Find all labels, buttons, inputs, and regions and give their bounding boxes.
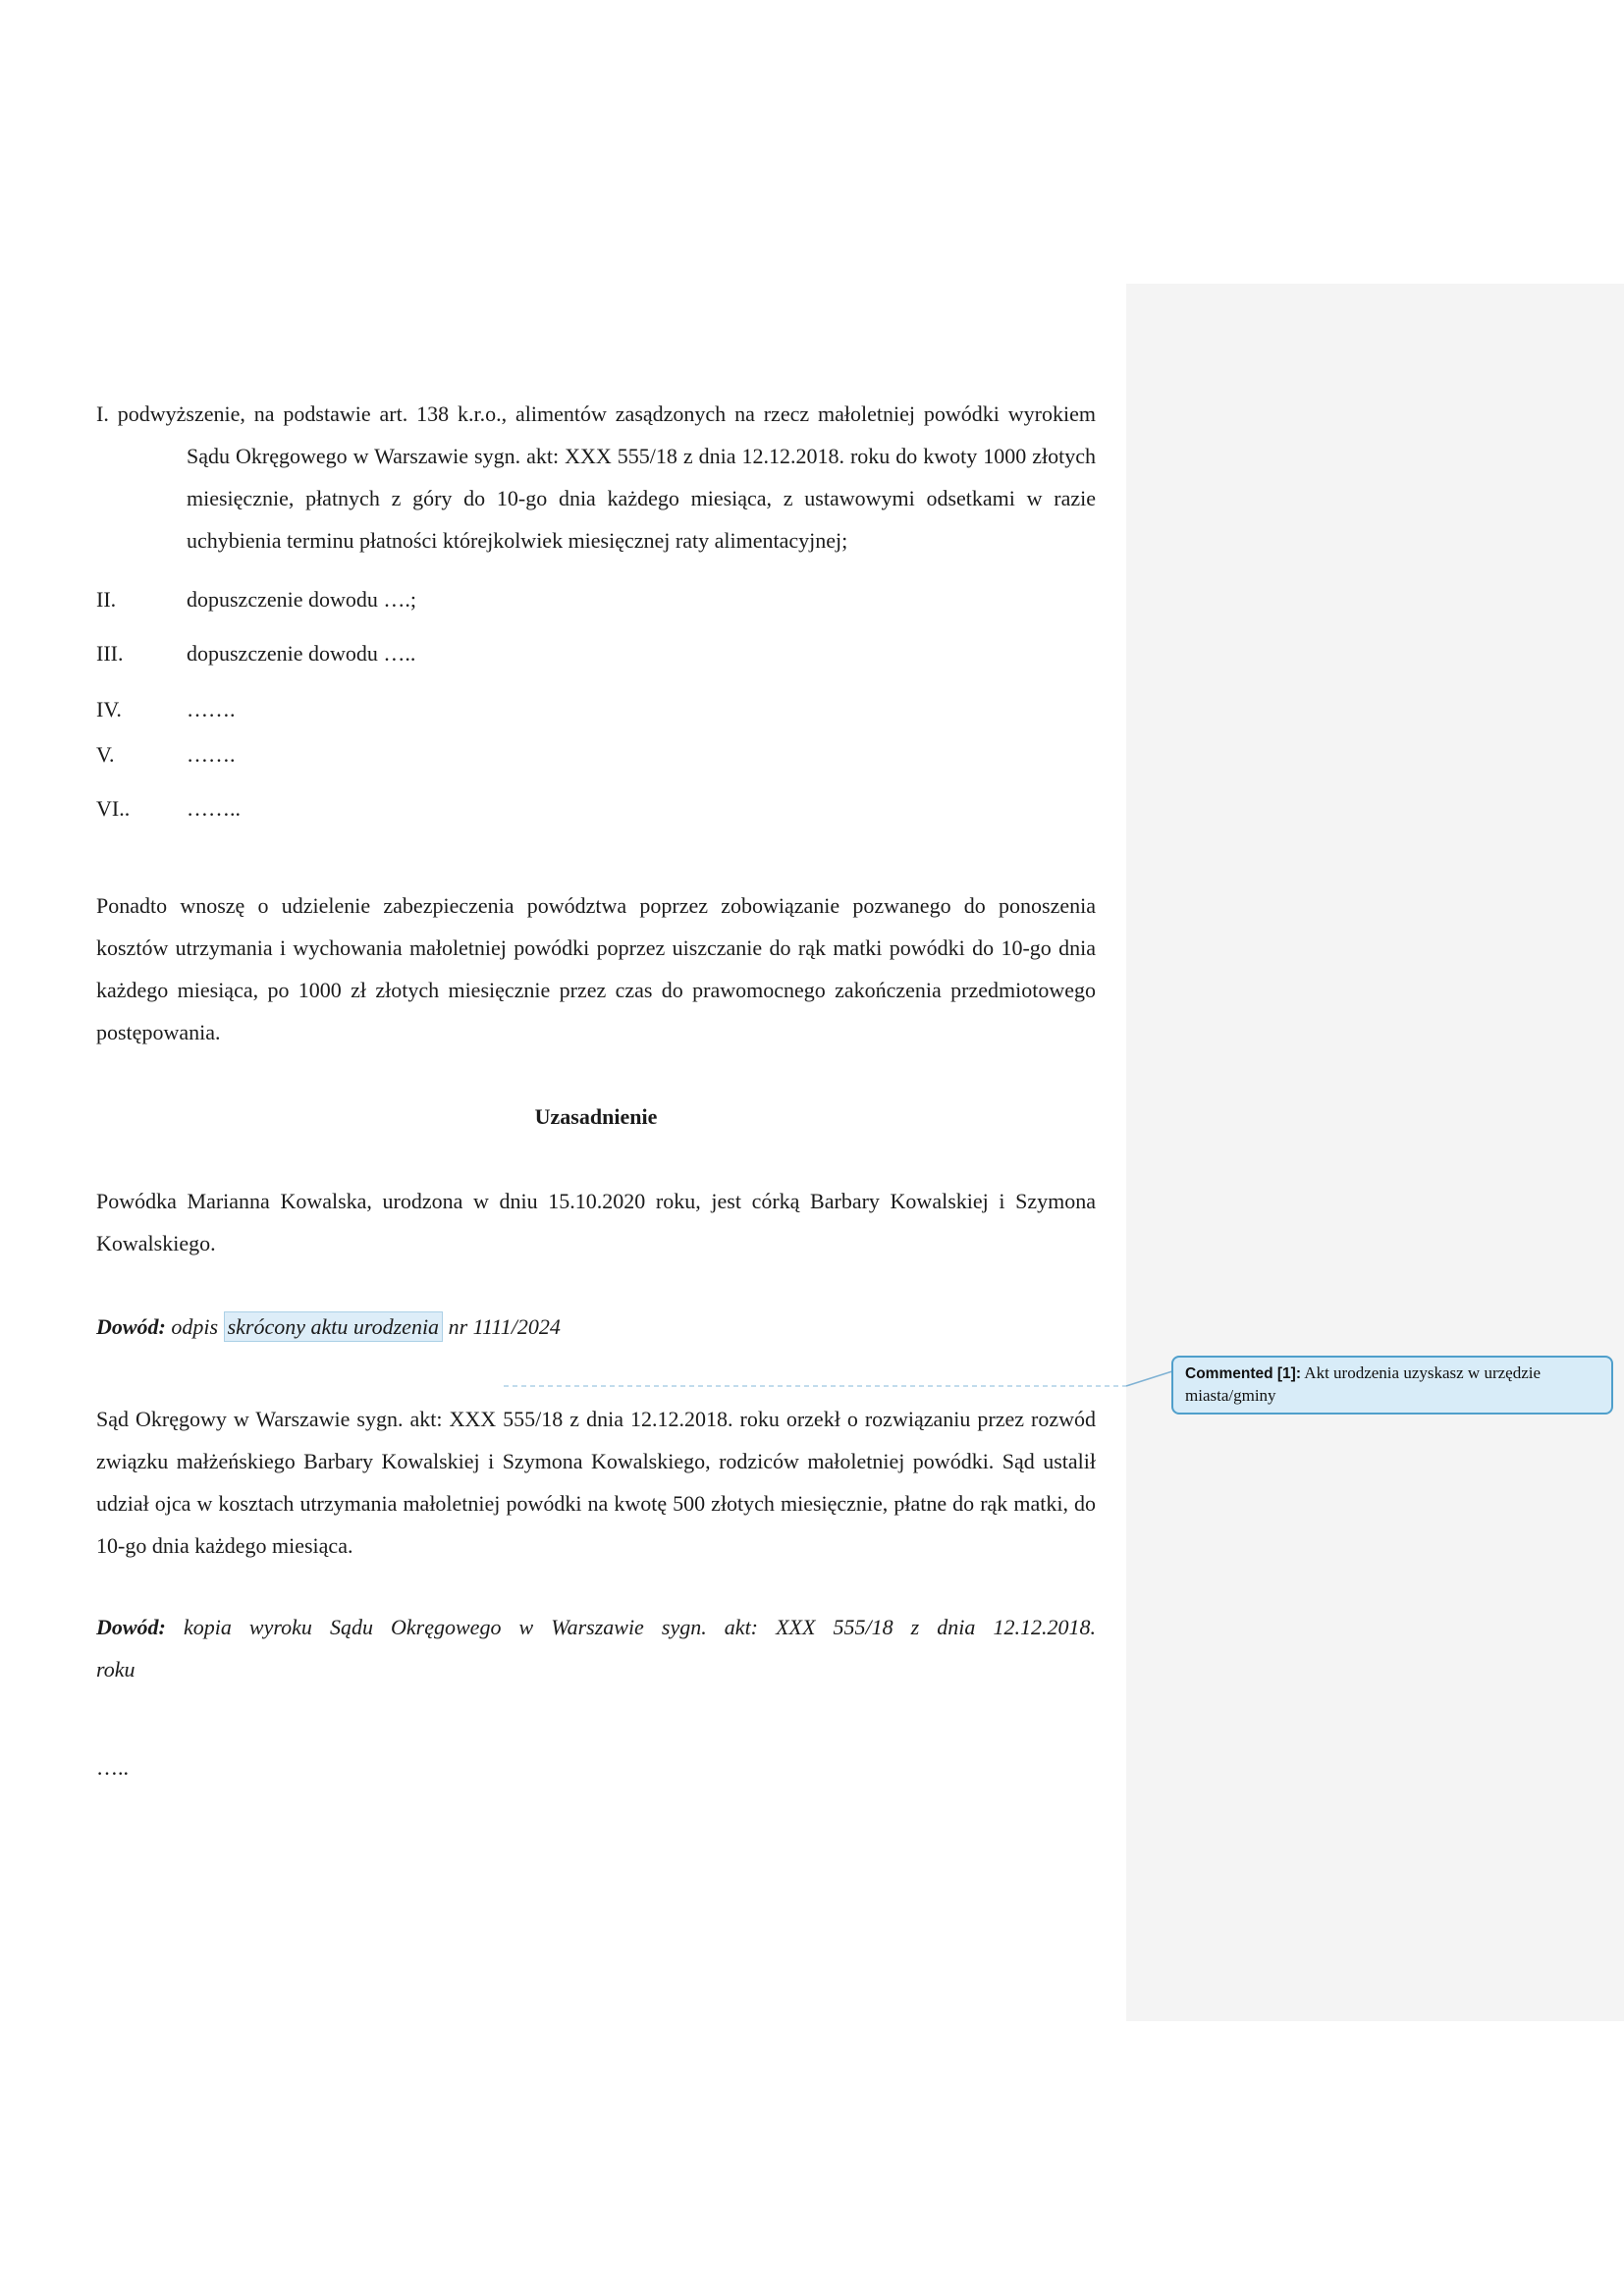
evidence-2-line-1	[96, 1606, 1096, 1648]
court-ruling-paragraph: Sąd Okręgowy w Warszawie sygn. akt: XXX 555/18 z dnia 12.12.2018. roku orzekł o rozwiązaniu przez rozwód związku małżeńskiego Barbary Kowalskiej i Szymona Kowalskiego, rodziców małoletniej powódki. Sąd ustalił udział ojca w kosztach utrzymania małoletniej powódki na kwotę 500 złotych miesięcznie, płatne do rąk matki, do 10-go dnia każdego miesiąca.	[96, 1407, 1096, 1558]
evidence-label: Dowód:	[96, 1314, 166, 1339]
placeholder-dots: …..	[96, 1755, 129, 1780]
petition-item-4	[96, 688, 1096, 730]
item-text: ……..	[187, 796, 241, 821]
commented-text-highlight[interactable]: skrócony aktu urodzenia	[224, 1311, 443, 1342]
item-text: …….	[187, 742, 236, 767]
security-request-paragraph: Ponadto wnoszę o udzielenie zabezpieczenia powództwa poprzez zobowiązanie pozwanego do ponoszenia kosztów utrzymania i wychowania małoletniej powódki poprzez uiszczanie do rąk matki powódki do 10-go dnia każdego miesiąca, po 1000 zł złotych miesięcznie przez czas do prawomocnego zakończenia przedmiotowego postępowania.	[96, 893, 1096, 1044]
plaintiff-paragraph: Powódka Marianna Kowalska, urodzona w dniu 15.10.2020 roku, jest córką Barbary Kowalskiej i Szymona Kowalskiego.	[96, 1189, 1096, 1255]
evidence-1-line	[96, 1306, 1096, 1348]
evidence-2-paragraph	[96, 1606, 1096, 1690]
petition-item-1: I. podwyższenie, na podstawie art. 138 k.r.o., alimentów zasądzonych na rzecz małoletniej powódki wyrokiem Sądu Okręgowego w Warszawie sygn. akt: XXX 555/18 z dnia 12.12.2018. roku do kwoty 1000 złotych miesięcznie, płatnych z góry do 10-go dnia każdego miesiąca, z ustawowymi odsetkami w razie uchybienia terminu płatności którejkolwiek miesięcznej raty alimentacyjnej;	[96, 401, 1096, 553]
petition-item-3	[96, 632, 1096, 674]
comment-margin-area	[1126, 284, 1624, 2021]
petition-item-5	[96, 733, 1096, 775]
item-number: V.	[96, 742, 115, 767]
petition-item-6	[96, 787, 1096, 829]
comment-balloon[interactable]	[1171, 1356, 1613, 1415]
comment-author-label: Commented [1]:	[1185, 1365, 1301, 1382]
item-number: III.	[96, 641, 124, 666]
item-number: IV.	[96, 697, 122, 721]
evidence-text-pre: odpis	[165, 1314, 224, 1339]
item-number: VI..	[96, 796, 131, 821]
evidence-text-post: nr 1111/2024	[443, 1314, 561, 1339]
item-number: II.	[96, 587, 117, 612]
justification-heading: Uzasadnienie	[534, 1104, 658, 1129]
comment-text: Akt urodzenia uzyskasz w urzędzie miasta/gminy	[1185, 1363, 1542, 1405]
petition-item-2	[96, 578, 1096, 620]
document-body	[96, 393, 1096, 1789]
evidence-label: Dowód:	[96, 1615, 166, 1639]
evidence-text: kopia wyroku Sądu Okręgowego w Warszawie sygn. akt: XXX 555/18 z dnia 12.12.2018.	[165, 1615, 1096, 1639]
evidence-2-line-2: roku	[96, 1657, 135, 1682]
item-text: dopuszczenie dowodu ….;	[187, 587, 416, 612]
item-text: dopuszczenie dowodu …..	[187, 641, 416, 666]
item-text: …….	[187, 697, 236, 721]
